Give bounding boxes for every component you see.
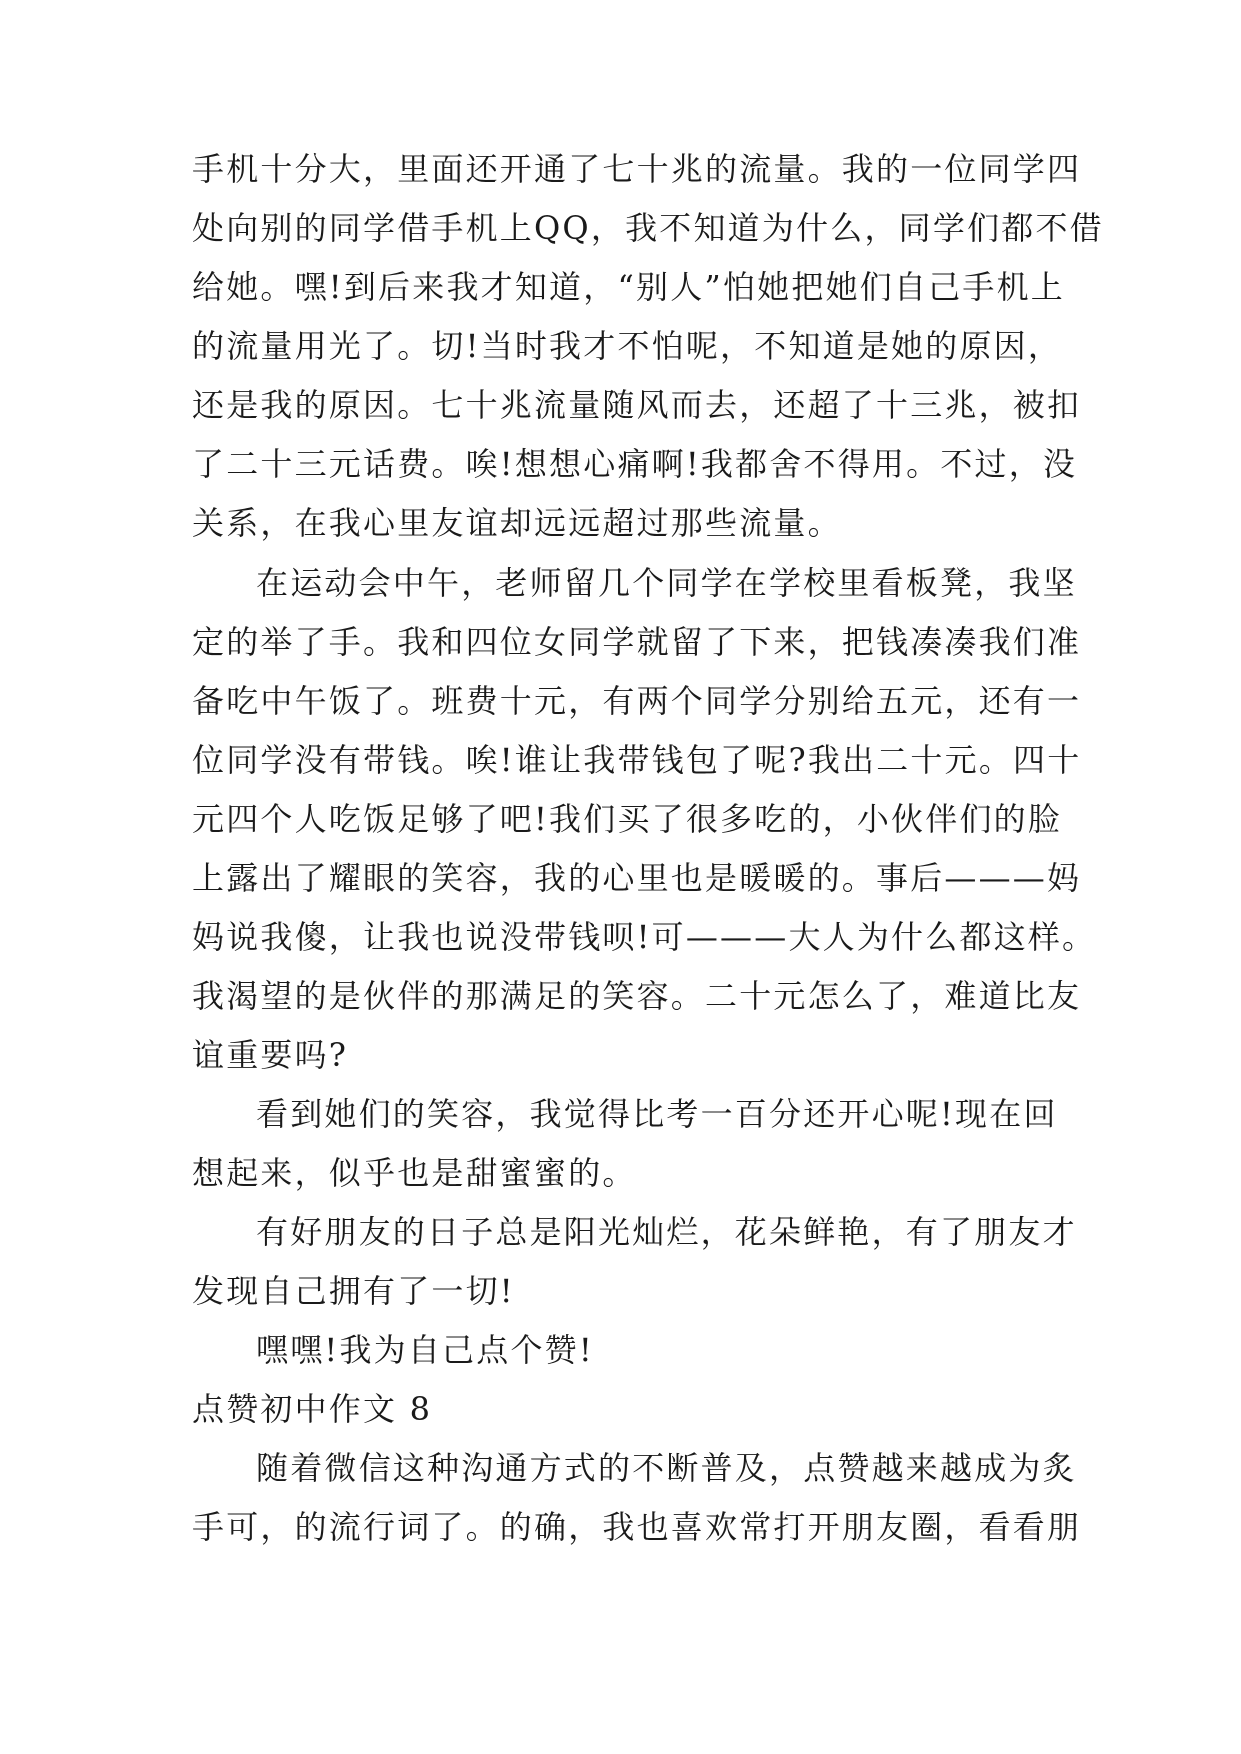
text-line: 手可，的流行词了。的确，我也喜欢常打开朋友圈，看看朋 [192, 1508, 1082, 1546]
text-line: 元四个人吃饭足够了吧!我们买了很多吃的，小伙伴们的脸 [192, 800, 1063, 838]
text-line: 还是我的原因。七十兆流量随风而去，还超了十三兆，被扣 [192, 386, 1082, 424]
text-line: 了二十三元话费。唉!想想心痛啊!我都舍不得用。不过，没 [192, 445, 1078, 483]
paragraph-first-line: 在运动会中午，老师留几个同学在学校里看板凳，我坚 [256, 564, 1077, 602]
text-line: 给她。嘿!到后来我才知道，“别人”怕她把她们自己手机上 [192, 268, 1065, 306]
text-line: 上露出了耀眼的笑容，我的心里也是暖暖的。事后———妈 [192, 859, 1082, 897]
text-line: 关系，在我心里友谊却远远超过那些流量。 [192, 504, 842, 542]
paragraph-first-line: 看到她们的笑容，我觉得比考一百分还开心呢!现在回 [256, 1095, 1058, 1133]
paragraph-first-line: 随着微信这种沟通方式的不断普及，点赞越来越成为炙 [256, 1449, 1077, 1487]
text-line: 想起来，似乎也是甜蜜蜜的。 [192, 1154, 637, 1192]
text-line: 处向别的同学借手机上QQ，我不知道为什么，同学们都不借 [192, 209, 1104, 247]
text-line: 备吃中午饭了。班费十元，有两个同学分别给五元，还有一 [192, 682, 1082, 720]
text-line: 谊重要吗? [192, 1036, 349, 1074]
text-line: 我渴望的是伙伴的那满足的笑容。二十元怎么了，难道比友 [192, 977, 1082, 1015]
text-line: 手机十分大，里面还开通了七十兆的流量。我的一位同学四 [192, 150, 1082, 188]
section-heading: 点赞初中作文 8 [192, 1390, 433, 1428]
paragraph-first-line: 有好朋友的日子总是阳光灿烂，花朵鲜艳，有了朋友才 [256, 1213, 1077, 1251]
text-line: 妈说我傻，让我也说没带钱呗!可———大人为什么都这样。 [192, 918, 1097, 956]
text-line: 发现自己拥有了一切! [192, 1272, 515, 1310]
paragraph-first-line: 嘿嘿!我为自己点个赞! [256, 1331, 594, 1369]
text-line: 的流量用光了。切!当时我才不怕呢，不知道是她的原因， [192, 327, 1063, 365]
text-line: 位同学没有带钱。唉!谁让我带钱包了呢?我出二十元。四十 [192, 741, 1082, 779]
text-line: 定的举了手。我和四位女同学就留了下来，把钱凑凑我们准 [192, 623, 1082, 661]
